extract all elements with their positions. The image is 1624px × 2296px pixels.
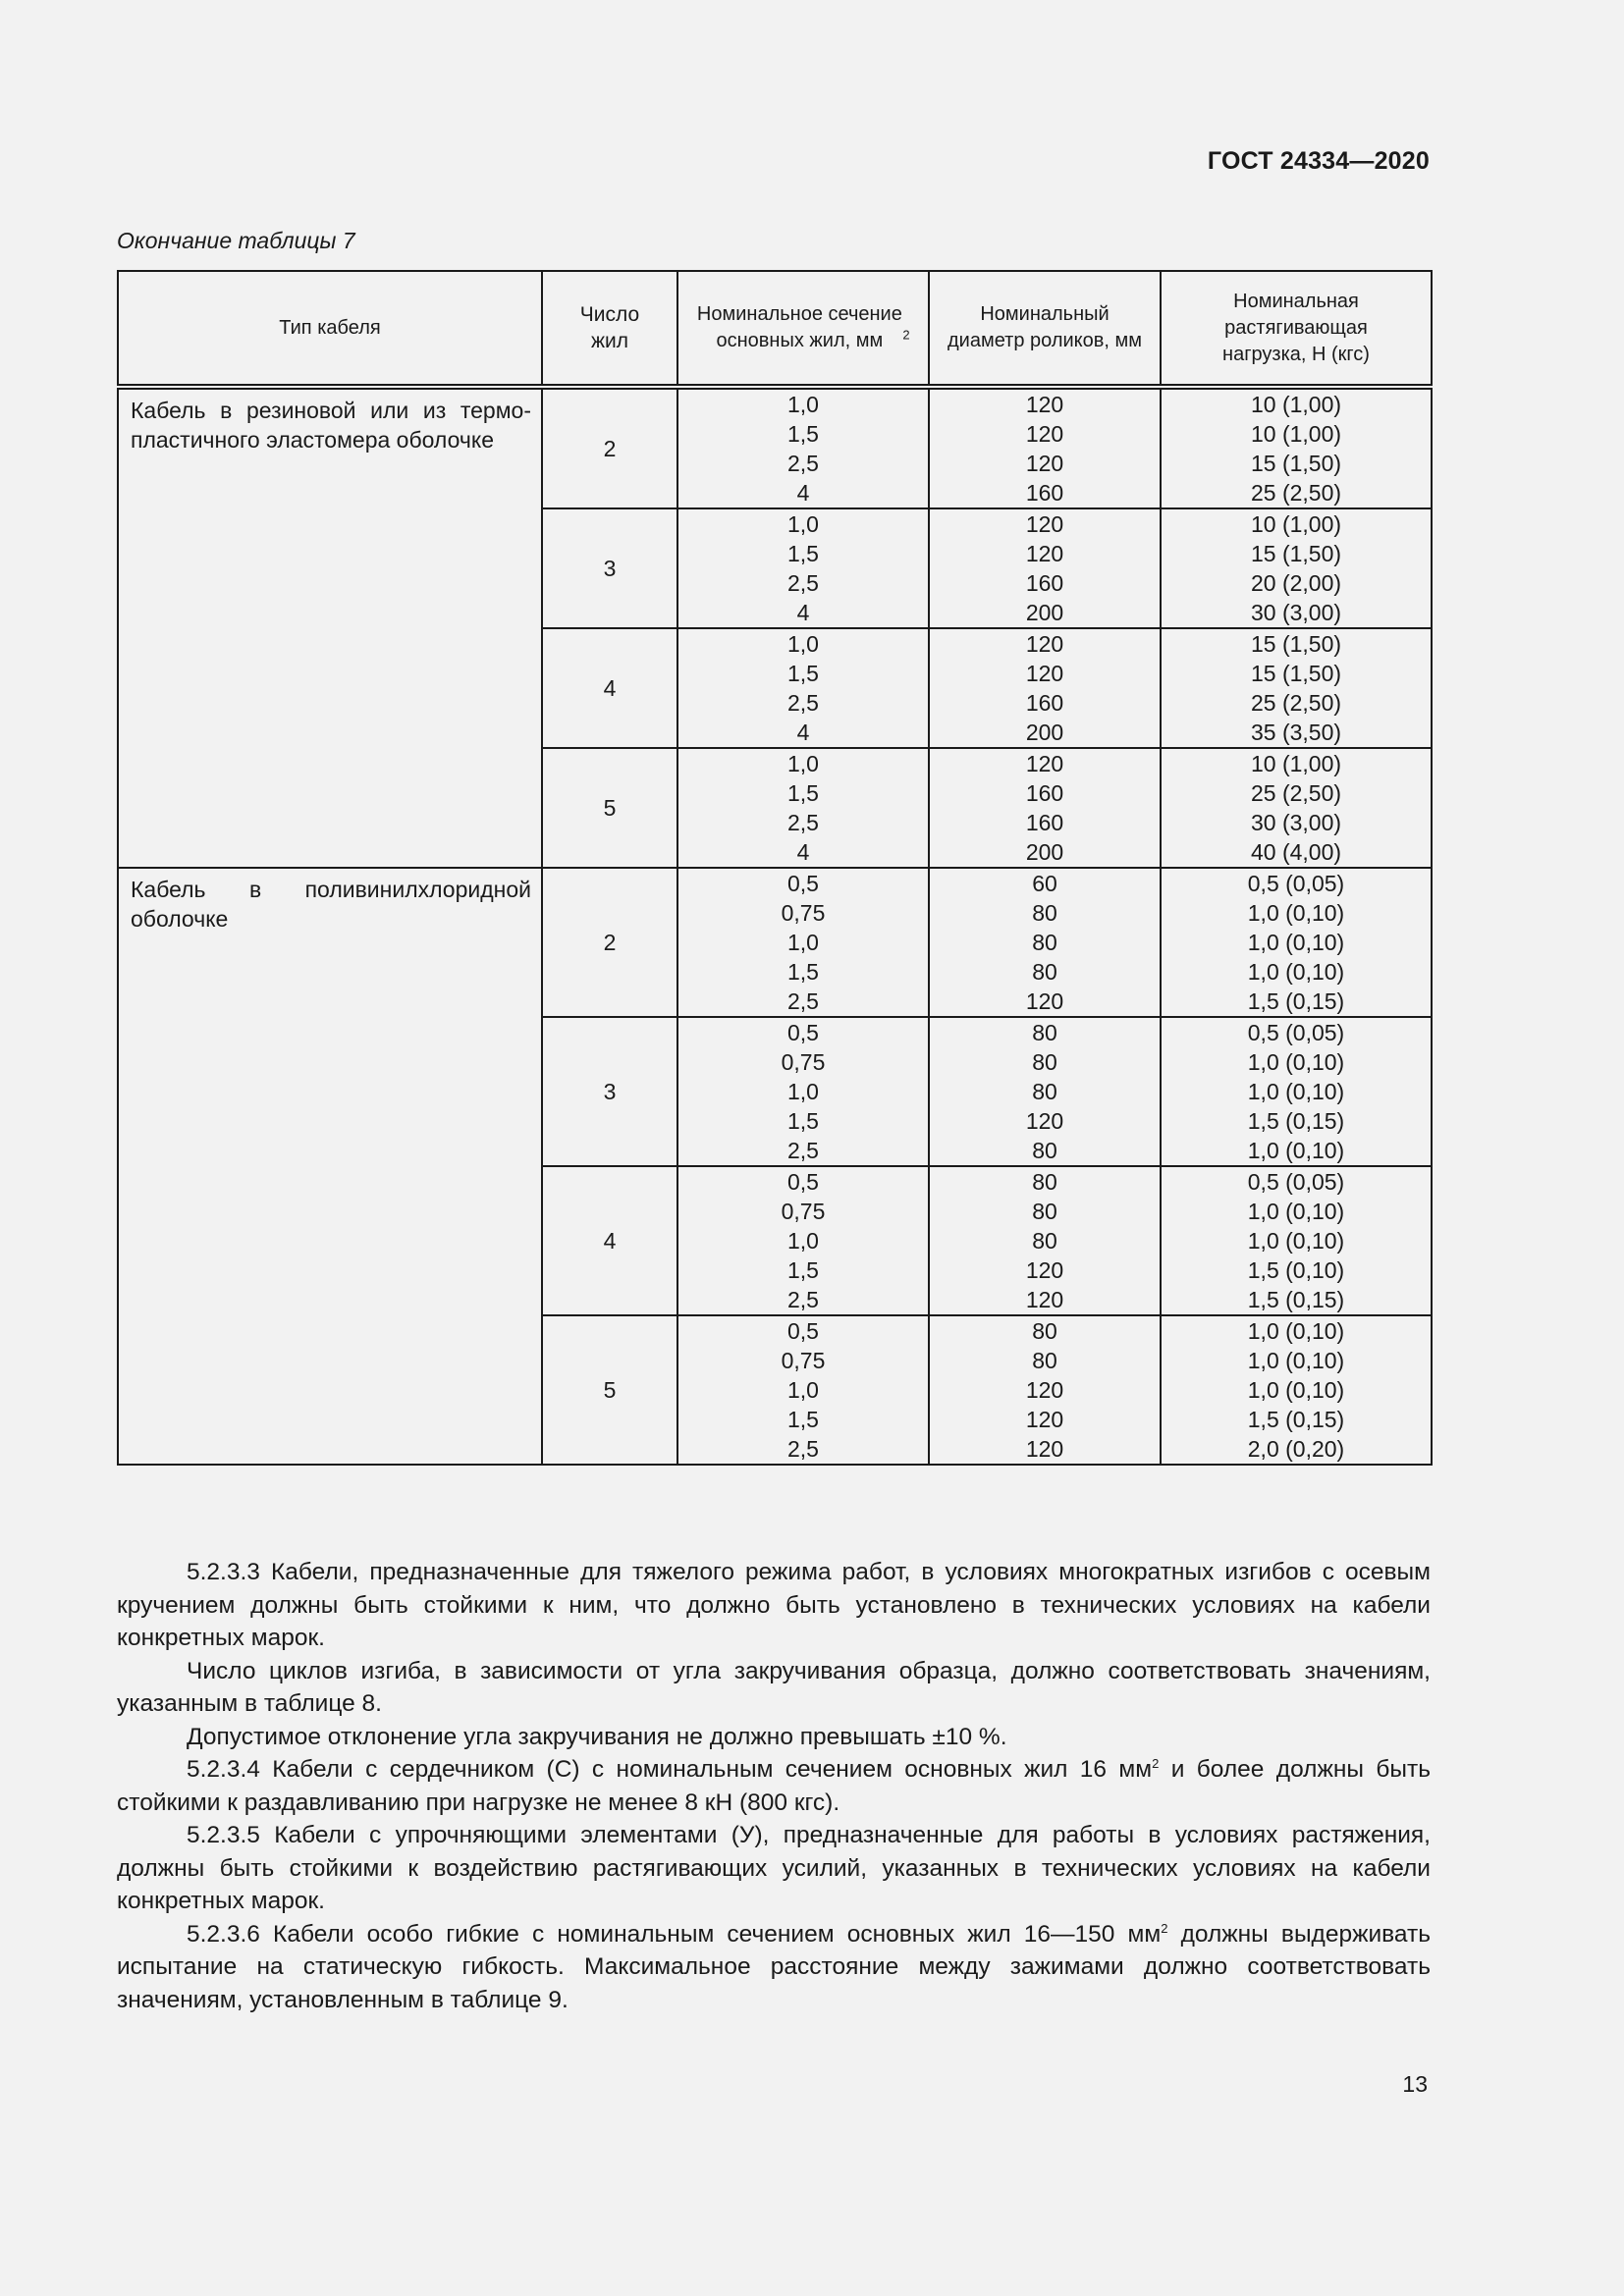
load-value: 15 (1,50): [1250, 541, 1342, 566]
diameter-value: 160: [1025, 480, 1064, 506]
section-value: 1,0: [787, 751, 819, 776]
load-value: 10 (1,00): [1250, 392, 1342, 417]
section-value: 0,5: [787, 1169, 819, 1195]
diameter-value: 80: [1032, 1199, 1057, 1224]
section-value: 1,0: [787, 631, 819, 657]
section-value: 4: [796, 720, 810, 745]
diameters-cell: [929, 868, 1161, 1017]
load-value: 1,5 (0,15): [1247, 1108, 1345, 1134]
load-value: 1,0 (0,10): [1247, 1377, 1345, 1403]
loads-cell: [1161, 1017, 1432, 1166]
diameter-value: 120: [1025, 1377, 1064, 1403]
section-value: 2,5: [787, 1138, 819, 1163]
load-value: 15 (1,50): [1250, 661, 1342, 686]
sections-cell: [677, 1166, 929, 1315]
paragraph-text: 5.2.3.3 Кабели, предназначенные для тяжелого режима работ, в условиях многократных изгибов с осевым кручением должны быть стойкими к ним, что должно быть установлено в технических условиях на кабели конкретных марок.: [117, 1559, 1431, 1651]
load-value: 40 (4,00): [1250, 839, 1342, 865]
section-value: 4: [796, 600, 810, 625]
cores-cell: 5: [542, 748, 677, 868]
loads-cell: [1161, 508, 1432, 628]
diameter-value: 80: [1032, 930, 1057, 955]
header-load: [1161, 271, 1432, 387]
section-value: 1,5: [787, 661, 819, 686]
section-value: 1,5: [787, 780, 819, 806]
section-value: 1,5: [787, 1108, 819, 1134]
diameter-value: 160: [1025, 570, 1064, 596]
load-value: 10 (1,00): [1250, 511, 1342, 537]
load-value: 1,0 (0,10): [1247, 1049, 1345, 1075]
load-value: 25 (2,50): [1250, 780, 1342, 806]
section-value: 0,75: [781, 1199, 826, 1224]
header-cable-type: Тип кабеля: [118, 271, 542, 387]
load-value: 10 (1,00): [1250, 751, 1342, 776]
load-value: 1,5 (0,15): [1247, 1407, 1345, 1432]
load-value: 1,0 (0,10): [1247, 1228, 1345, 1254]
header-section-sup: 2: [902, 327, 910, 343]
diameter-value: 120: [1025, 1257, 1064, 1283]
loads-cell: [1161, 387, 1432, 508]
section-value: 1,5: [787, 1407, 819, 1432]
section-value: 2,5: [787, 988, 819, 1014]
load-value: 1,0 (0,10): [1247, 1318, 1345, 1344]
section-value: 2,5: [787, 690, 819, 716]
paragraph: [117, 1918, 1431, 2017]
loads-cell: [1161, 1166, 1432, 1315]
section-value: 2,5: [787, 451, 819, 476]
paragraph-text: Число циклов изгиба, в зависимости от угла закручивания образца, должно соответствовать значениям, указанным в таблице 8.: [117, 1657, 1431, 1717]
section-value: 2,5: [787, 570, 819, 596]
header-section-label: Номинальное сечение основных жил, мм: [696, 303, 902, 351]
load-value: 35 (3,50): [1250, 720, 1342, 745]
section-value: 2,5: [787, 1436, 819, 1462]
diameter-value: 80: [1032, 1318, 1057, 1344]
paragraph-text: и более должны быть стойкими к раздавливанию при нагрузке не менее 8 кН (800 кгс).: [117, 1756, 1431, 1816]
header-load-label: Номинальная растягивающая нагрузка, Н (кгс): [1222, 290, 1370, 365]
load-value: 10 (1,00): [1250, 421, 1342, 447]
section-value: 0,75: [781, 1049, 826, 1075]
table-header-row: [118, 271, 1432, 387]
section-value: 0,5: [787, 871, 819, 896]
diameter-value: 120: [1025, 661, 1064, 686]
diameters-cell: [929, 387, 1161, 508]
diameter-value: 80: [1032, 1228, 1057, 1254]
superscript: 2: [1152, 1755, 1160, 1771]
diameter-value: 120: [1025, 451, 1064, 476]
section-value: 0,75: [781, 900, 826, 926]
loads-cell: [1161, 748, 1432, 868]
cores-cell: 5: [542, 1315, 677, 1465]
diameter-value: 200: [1025, 600, 1064, 625]
cable-type-cell: Кабель в поливинилхлоридной оболочке: [118, 868, 542, 1465]
load-value: 15 (1,50): [1250, 451, 1342, 476]
diameter-value: 120: [1025, 1436, 1064, 1462]
sections-cell: [677, 508, 929, 628]
sections-cell: [677, 1017, 929, 1166]
diameter-value: 160: [1025, 810, 1064, 835]
section-value: 1,0: [787, 1079, 819, 1104]
table-row: [118, 868, 1432, 1017]
diameter-value: 120: [1025, 421, 1064, 447]
header-section: [677, 271, 929, 387]
sections-cell: [677, 868, 929, 1017]
diameter-value: 80: [1032, 1138, 1057, 1163]
paragraph-text: 5.2.3.6 Кабели особо гибкие с номинальным сечением основных жил 16—150 мм: [187, 1920, 1162, 1948]
diameter-value: 200: [1025, 839, 1064, 865]
diameter-value: 120: [1025, 392, 1064, 417]
section-value: 1,0: [787, 1377, 819, 1403]
load-value: 25 (2,50): [1250, 690, 1342, 716]
cores-cell: 2: [542, 868, 677, 1017]
diameters-cell: [929, 1017, 1161, 1166]
loads-cell: [1161, 628, 1432, 748]
load-value: 1,0 (0,10): [1247, 1199, 1345, 1224]
section-value: 1,0: [787, 511, 819, 537]
cores-cell: 4: [542, 1166, 677, 1315]
diameter-value: 120: [1025, 541, 1064, 566]
paragraph-text: должны выдерживать испытание на статическую гибкость. Максимальное расстояние между зажимами должно соответствовать значениям, установленным в таблице 9.: [117, 1920, 1431, 2013]
paragraph: [117, 1655, 1431, 1721]
section-value: 0,75: [781, 1348, 826, 1373]
diameter-value: 80: [1032, 1079, 1057, 1104]
paragraph-text: 5.2.3.5 Кабели с упрочняющими элементами (У), предназначенные для работы в условиях растяжения, должны быть стойкими к воздействию растягивающих усилий, указанных в технических условиях на кабели конкретных марок.: [117, 1822, 1431, 1914]
diameter-value: 120: [1025, 511, 1064, 537]
loads-cell: [1161, 1315, 1432, 1465]
diameter-value: 120: [1025, 1287, 1064, 1312]
load-value: 1,5 (0,10): [1247, 1257, 1345, 1283]
sections-cell: [677, 748, 929, 868]
load-value: 30 (3,00): [1250, 600, 1342, 625]
load-value: 0,5 (0,05): [1247, 1020, 1345, 1045]
diameters-cell: [929, 628, 1161, 748]
cores-cell: 4: [542, 628, 677, 748]
cable-test-table: [117, 270, 1433, 1466]
section-value: 1,0: [787, 930, 819, 955]
sections-cell: [677, 628, 929, 748]
loads-cell: [1161, 868, 1432, 1017]
diameters-cell: [929, 748, 1161, 868]
section-value: 0,5: [787, 1020, 819, 1045]
cable-type-cell: Кабель в резиновой или из термопластичного эластомера оболочке: [118, 387, 542, 868]
page-number: 13: [1402, 2071, 1428, 2097]
section-value: 1,5: [787, 1257, 819, 1283]
section-value: 2,5: [787, 1287, 819, 1312]
diameter-value: 160: [1025, 690, 1064, 716]
document-code: ГОСТ 24334—2020: [1207, 147, 1430, 175]
header-diameter-label: Номинальный диаметр роликов, мм: [947, 303, 1142, 351]
load-value: 2,0 (0,20): [1247, 1436, 1345, 1462]
paragraph: [117, 1819, 1431, 1918]
load-value: 1,0 (0,10): [1247, 1138, 1345, 1163]
section-value: 4: [796, 480, 810, 506]
section-value: 1,5: [787, 541, 819, 566]
header-cores-label: Число жил: [579, 303, 640, 352]
load-value: 1,0 (0,10): [1247, 1348, 1345, 1373]
section-value: 0,5: [787, 1318, 819, 1344]
load-value: 1,0 (0,10): [1247, 959, 1345, 985]
load-value: 1,0 (0,10): [1247, 1079, 1345, 1104]
diameter-value: 80: [1032, 1049, 1057, 1075]
paragraph: [117, 1556, 1431, 1655]
header-diameter: [929, 271, 1161, 387]
load-value: 1,5 (0,15): [1247, 988, 1345, 1014]
diameter-value: 120: [1025, 1407, 1064, 1432]
table-caption: Окончание таблицы 7: [117, 228, 355, 253]
load-value: 0,5 (0,05): [1247, 871, 1345, 896]
header-cores: [542, 271, 677, 387]
diameter-value: 80: [1032, 1020, 1057, 1045]
load-value: 30 (3,00): [1250, 810, 1342, 835]
body-text: [117, 1556, 1431, 2016]
paragraph: [117, 1753, 1431, 1819]
section-value: 1,0: [787, 1228, 819, 1254]
diameters-cell: [929, 1166, 1161, 1315]
diameter-value: 60: [1032, 871, 1057, 896]
cores-cell: 3: [542, 1017, 677, 1166]
diameter-value: 200: [1025, 720, 1064, 745]
load-value: 20 (2,00): [1250, 570, 1342, 596]
diameter-value: 120: [1025, 751, 1064, 776]
load-value: 1,5 (0,15): [1247, 1287, 1345, 1312]
load-value: 0,5 (0,05): [1247, 1169, 1345, 1195]
diameter-value: 80: [1032, 1169, 1057, 1195]
paragraph: [117, 1721, 1431, 1754]
superscript: 2: [1161, 1920, 1168, 1936]
diameter-value: 160: [1025, 780, 1064, 806]
diameters-cell: [929, 1315, 1161, 1465]
diameter-value: 120: [1025, 631, 1064, 657]
load-value: 25 (2,50): [1250, 480, 1342, 506]
section-value: 1,5: [787, 421, 819, 447]
diameters-cell: [929, 508, 1161, 628]
diameter-value: 120: [1025, 988, 1064, 1014]
paragraph-text: Допустимое отклонение угла закручивания не должно превышать ±10 %.: [187, 1723, 1007, 1750]
section-value: 2,5: [787, 810, 819, 835]
table-row: [118, 387, 1432, 508]
load-value: 1,0 (0,10): [1247, 930, 1345, 955]
paragraph-text: 5.2.3.4 Кабели с сердечником (С) с номинальным сечением основных жил 16 мм: [187, 1756, 1153, 1783]
cores-cell: 2: [542, 387, 677, 508]
section-value: 4: [796, 839, 810, 865]
load-value: 1,0 (0,10): [1247, 900, 1345, 926]
sections-cell: [677, 387, 929, 508]
diameter-value: 80: [1032, 959, 1057, 985]
diameter-value: 80: [1032, 1348, 1057, 1373]
diameter-value: 120: [1025, 1108, 1064, 1134]
section-value: 1,5: [787, 959, 819, 985]
load-value: 15 (1,50): [1250, 631, 1342, 657]
cores-cell: 3: [542, 508, 677, 628]
diameter-value: 80: [1032, 900, 1057, 926]
sections-cell: [677, 1315, 929, 1465]
section-value: 1,0: [787, 392, 819, 417]
